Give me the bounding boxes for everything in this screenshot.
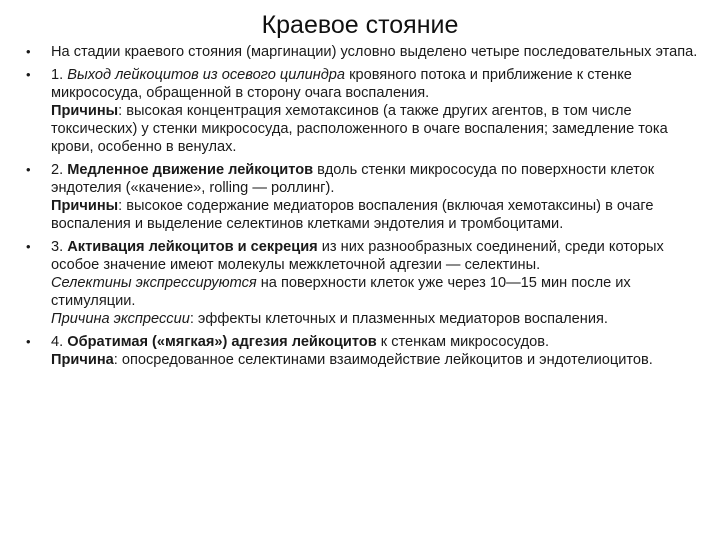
stage-1-causes	[51, 102, 712, 156]
stage-1-lead: Выход лейкоцитов из осевого цилиндра	[67, 67, 346, 83]
stage-2-description	[51, 161, 712, 197]
stage-number: 4.	[51, 334, 68, 350]
stage-4-causes	[51, 351, 712, 369]
expression-text: на поверхности клеток уже через 10—15 мин после их стимуляции.	[51, 275, 631, 309]
stage-3-lead: Активация лейкоцитов и секреция	[67, 239, 318, 255]
stage-2-lead: Медленное движение лейкоцитов	[67, 162, 314, 178]
bullet-icon: •	[26, 44, 31, 59]
bullet-icon: •	[26, 239, 31, 254]
stage-3-rest: из них разнообразных соединений, среди которых особое значение имеют молекулы межклеточной адгезии — селектины.	[51, 239, 664, 273]
stage-1-rest: кровяного потока и приближение к стенке микрососуда, обращенной в сторону очага воспаления.	[51, 67, 632, 101]
bullet-item-stage-2	[24, 161, 712, 233]
bullet-item-stage-3	[24, 238, 712, 328]
causes-label: Причины	[51, 103, 119, 119]
stage-3-description	[51, 238, 712, 274]
bullet-item-stage-4	[24, 333, 712, 369]
intro-text: На стадии краевого стояния (маргинации) условно выделено четыре последовательных этапа.	[51, 44, 698, 60]
expression-cause-text: : эффекты клеточных и плазменных медиаторов воспаления.	[189, 311, 608, 327]
slide-title: Краевое стояние	[261, 11, 459, 39]
stage-2-rest: вдоль стенки микрососуда по поверхности клеток эндотелия («качение», rolling — роллинг).	[51, 162, 655, 196]
stage-number: 1.	[51, 67, 68, 83]
causes-label: Причины	[51, 198, 119, 214]
causes-label: Причина	[51, 352, 114, 368]
stage-4-lead: Обратимая («мягкая») адгезия лейкоцитов	[67, 334, 377, 350]
expression-cause-label: Причина экспрессии	[51, 311, 190, 327]
causes-text: : высокая концентрация хемотаксинов (а также других агентов, в том числе токсических) у стенки микрососуда, расположенного в очаге воспаления; замедление тока крови, особенно в венулах.	[51, 103, 668, 155]
bullet-item-intro	[24, 43, 712, 61]
causes-text: : высокое содержание медиаторов воспаления (включая хемотаксины) в очаге воспаления и выделение селектинов клетками эндотелия и тромбоцитами.	[51, 198, 654, 232]
stage-1-description	[51, 66, 712, 102]
bullet-icon: •	[26, 162, 31, 177]
stage-4-description	[51, 333, 712, 351]
stage-3-expression-time	[51, 274, 712, 310]
expression-label: Селектины экспрессируются	[51, 275, 257, 291]
stage-3-expression-cause	[51, 310, 712, 328]
stage-number: 3.	[51, 239, 68, 255]
bullet-icon: •	[26, 67, 31, 82]
bullet-icon: •	[26, 334, 31, 349]
stage-number: 2.	[51, 162, 68, 178]
stage-2-causes	[51, 197, 712, 233]
stage-4-rest: к стенкам микрососудов.	[376, 334, 550, 350]
bullet-item-stage-1	[24, 66, 712, 156]
causes-text: : опосредованное селектинами взаимодействие лейкоцитов и эндотелиоцитов.	[113, 352, 653, 368]
bullet-list	[24, 43, 712, 374]
